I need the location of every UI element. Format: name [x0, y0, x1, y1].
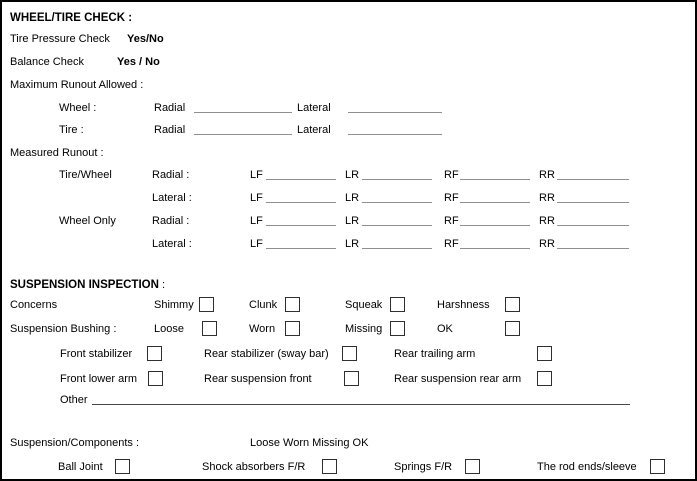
- wheel-label: Wheel :: [59, 102, 97, 114]
- suspension-parts-row-2: [2, 371, 695, 387]
- radial-row-label: Radial :: [152, 169, 190, 181]
- tire-pressure-row: [2, 31, 695, 47]
- fill-line-wo-lateral-rf[interactable]: [460, 248, 530, 249]
- pos-rf-label: RF: [444, 192, 459, 204]
- checkbox-bushing-loose[interactable]: [202, 321, 217, 336]
- other-label: Other: [60, 394, 88, 406]
- wheel-only-group-label: Wheel Only: [59, 215, 116, 227]
- fill-line-wo-lateral-rr[interactable]: [557, 248, 629, 249]
- fill-line-tw-radial-lr[interactable]: [362, 179, 432, 180]
- balance-check-value: Yes / No: [117, 56, 160, 68]
- pos-lf-label: LF: [250, 238, 263, 250]
- checkbox-bushing-missing[interactable]: [390, 321, 405, 336]
- wheel-tire-check-title: WHEEL/TIRE CHECK :: [10, 12, 133, 24]
- pos-lr-label: LR: [345, 215, 360, 227]
- fill-line-tw-radial-rf[interactable]: [460, 179, 530, 180]
- pos-lf-label: LF: [250, 169, 263, 181]
- section-wheel-tire-check: [2, 10, 695, 26]
- fill-line-tw-radial-rr[interactable]: [557, 179, 629, 180]
- suspension-parts-row-1: [2, 346, 695, 362]
- measured-wheelonly-radial-row: [2, 213, 695, 229]
- concerns-row: [2, 297, 695, 313]
- checkbox-rear-trailing-arm[interactable]: [537, 346, 552, 361]
- pos-rf-label: RF: [444, 215, 459, 227]
- fill-line-wo-radial-lr[interactable]: [362, 225, 432, 226]
- fill-line-wo-lateral-lf[interactable]: [266, 248, 336, 249]
- concern-clunk-label: Clunk: [249, 299, 278, 311]
- rear-stabilizer-label: Rear stabilizer (sway bar): [204, 348, 329, 360]
- balance-check-label: Balance Check: [10, 56, 84, 68]
- checkbox-rear-suspension-rear-arm[interactable]: [537, 371, 552, 386]
- checkbox-springs[interactable]: [465, 459, 480, 474]
- concern-harshness-label: Harshness: [437, 299, 490, 311]
- tie-rod-ends-label: The rod ends/sleeve: [537, 461, 637, 473]
- lateral-label: Lateral: [297, 124, 331, 136]
- springs-label: Springs F/R: [394, 461, 453, 473]
- max-runout-header: Maximum Runout Allowed :: [10, 79, 144, 91]
- tire-wheel-group-label: Tire/Wheel: [59, 169, 112, 181]
- suspension-title-bold: SUSPENSION INSPECTION: [10, 279, 159, 291]
- shock-absorbers-label: Shock absorbers F/R: [202, 461, 306, 473]
- rear-suspension-rear-arm-label: Rear suspension rear arm: [394, 373, 522, 385]
- concern-shimmy-label: Shimmy: [154, 299, 194, 311]
- pos-lf-label: LF: [250, 215, 263, 227]
- fill-line-tire-lateral[interactable]: [348, 134, 442, 135]
- pos-rr-label: RR: [539, 215, 555, 227]
- rear-suspension-front-label: Rear suspension front: [204, 373, 312, 385]
- tire-label: Tire :: [59, 124, 84, 136]
- max-runout-tire-row: [2, 122, 695, 138]
- checkbox-front-stabilizer[interactable]: [147, 346, 162, 361]
- lateral-label: Lateral: [297, 102, 331, 114]
- components-items-row: [2, 459, 695, 475]
- suspension-inspection-title: [10, 277, 165, 293]
- bushing-row: [2, 321, 695, 337]
- checkbox-tie-rod-ends[interactable]: [650, 459, 665, 474]
- fill-line-other[interactable]: [92, 404, 630, 405]
- fill-line-tire-radial[interactable]: [194, 134, 292, 135]
- concern-squeak-label: Squeak: [345, 299, 383, 311]
- pos-rf-label: RF: [444, 169, 459, 181]
- measured-tirewheel-lateral-row: [2, 190, 695, 206]
- section-suspension-inspection: [2, 277, 695, 293]
- pos-rr-label: RR: [539, 192, 555, 204]
- tire-pressure-value: Yes/No: [127, 33, 164, 45]
- other-row: [2, 392, 695, 408]
- checkbox-shock-absorbers[interactable]: [322, 459, 337, 474]
- components-header-row: [2, 435, 695, 451]
- checkbox-ball-joint[interactable]: [115, 459, 130, 474]
- fill-line-tw-radial-lf[interactable]: [266, 179, 336, 180]
- radial-label: Radial: [154, 124, 186, 136]
- fill-line-wo-radial-rf[interactable]: [460, 225, 530, 226]
- checkbox-front-lower-arm[interactable]: [148, 371, 163, 386]
- measured-tirewheel-radial-row: [2, 167, 695, 183]
- measured-runout-header-row: [2, 145, 695, 161]
- concerns-label: Concerns: [10, 299, 58, 311]
- lateral-row-label: Lateral :: [152, 238, 192, 250]
- checkbox-squeak[interactable]: [390, 297, 405, 312]
- tire-pressure-label: Tire Pressure Check: [10, 33, 110, 45]
- bushing-worn-label: Worn: [249, 323, 276, 335]
- bushing-missing-label: Missing: [345, 323, 383, 335]
- checkbox-clunk[interactable]: [285, 297, 300, 312]
- pos-lf-label: LF: [250, 192, 263, 204]
- max-runout-header-row: [2, 77, 695, 93]
- fill-line-tw-lateral-rf[interactable]: [460, 202, 530, 203]
- fill-line-wheel-lateral[interactable]: [348, 112, 442, 113]
- components-scale-header: Loose Worn Missing OK: [250, 437, 369, 449]
- fill-line-tw-lateral-lf[interactable]: [266, 202, 336, 203]
- checkbox-bushing-worn[interactable]: [285, 321, 300, 336]
- pos-lr-label: LR: [345, 192, 360, 204]
- max-runout-wheel-row: [2, 100, 695, 116]
- checkbox-harshness[interactable]: [505, 297, 520, 312]
- balance-check-row: [2, 54, 695, 70]
- fill-line-wo-radial-lf[interactable]: [266, 225, 336, 226]
- suspension-title-colon: :: [158, 279, 166, 291]
- checkbox-bushing-ok[interactable]: [505, 321, 520, 336]
- checkbox-rear-suspension-front[interactable]: [344, 371, 359, 386]
- measured-runout-header: Measured Runout :: [10, 147, 104, 159]
- bushing-ok-label: OK: [437, 323, 453, 335]
- bushing-loose-label: Loose: [154, 323, 184, 335]
- pos-lr-label: LR: [345, 238, 360, 250]
- fill-line-wheel-radial[interactable]: [194, 112, 292, 113]
- radial-label: Radial: [154, 102, 186, 114]
- front-stabilizer-label: Front stabilizer: [60, 348, 133, 360]
- checkbox-rear-stabilizer[interactable]: [342, 346, 357, 361]
- radial-row-label: Radial :: [152, 215, 190, 227]
- pos-lr-label: LR: [345, 169, 360, 181]
- fill-line-tw-lateral-rr[interactable]: [557, 202, 629, 203]
- rear-trailing-arm-label: Rear trailing arm: [394, 348, 476, 360]
- measured-wheelonly-lateral-row: [2, 236, 695, 252]
- fill-line-wo-radial-rr[interactable]: [557, 225, 629, 226]
- front-lower-arm-label: Front lower arm: [60, 373, 138, 385]
- bushing-label: Suspension Bushing :: [10, 323, 117, 335]
- pos-rr-label: RR: [539, 169, 555, 181]
- pos-rr-label: RR: [539, 238, 555, 250]
- checkbox-shimmy[interactable]: [199, 297, 214, 312]
- lateral-row-label: Lateral :: [152, 192, 192, 204]
- ball-joint-label: Ball Joint: [58, 461, 103, 473]
- fill-line-wo-lateral-lr[interactable]: [362, 248, 432, 249]
- fill-line-tw-lateral-lr[interactable]: [362, 202, 432, 203]
- components-label: Suspension/Components :: [10, 437, 140, 449]
- pos-rf-label: RF: [444, 238, 459, 250]
